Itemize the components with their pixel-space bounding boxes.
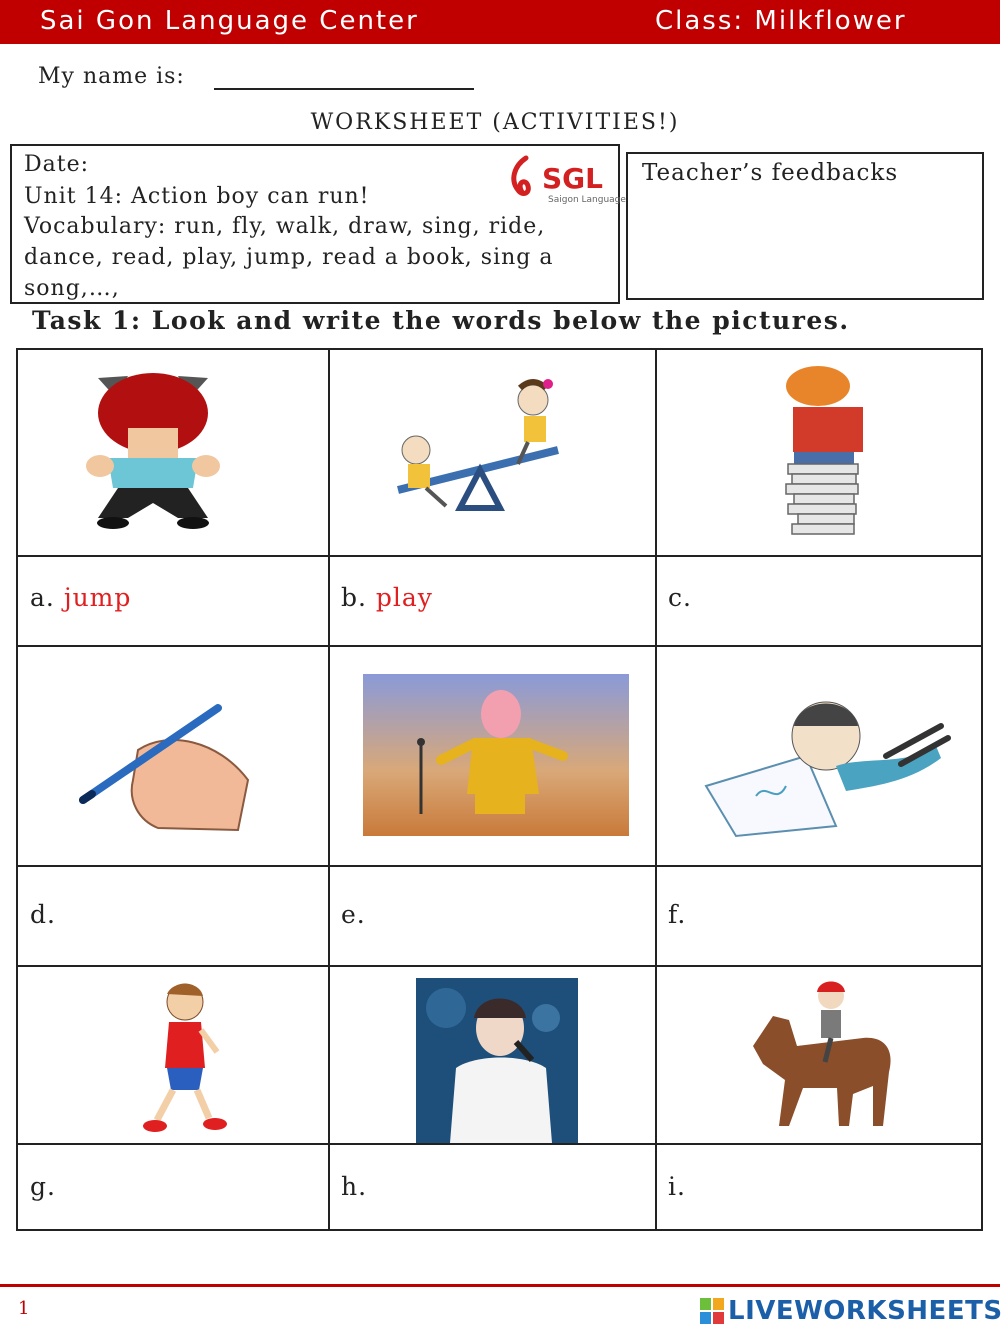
cell-label-c: c. xyxy=(668,583,692,612)
picture-grid xyxy=(16,348,983,1231)
name-label: My name is: xyxy=(38,64,185,89)
worksheet-title: WORKSHEET (ACTIVITIES!) xyxy=(310,110,680,135)
boy-jumping-picture xyxy=(68,368,238,533)
grid-divider xyxy=(18,965,981,967)
cell-label-f: f. xyxy=(668,900,687,929)
cell-label-g: g. xyxy=(30,1172,56,1201)
task-title: Task 1: Look and write the words below the pictures. xyxy=(32,306,850,335)
footer-line xyxy=(0,1284,1000,1287)
boy-drawing-picture xyxy=(686,686,956,846)
grid-divider xyxy=(18,555,981,557)
liveworksheets-icon xyxy=(700,1298,726,1326)
date-label: Date: xyxy=(24,152,90,177)
girl-reading-books-picture xyxy=(758,362,888,547)
girl-riding-horse-picture xyxy=(733,976,903,1134)
unit-title: Unit 14: Action boy can run! xyxy=(24,184,370,209)
grid-divider xyxy=(18,865,981,867)
brand-text: LIVEWORKSHEETS xyxy=(728,1296,1003,1326)
vocabulary-line-2: dance, read, play, jump, read a book, sing a xyxy=(24,245,554,270)
grid-divider xyxy=(18,645,981,647)
name-blank-line[interactable] xyxy=(214,88,474,90)
liveworksheets-logo[interactable] xyxy=(700,1296,1003,1326)
class-label: Class: Milkflower xyxy=(655,6,907,36)
pig-dancing-stage-picture xyxy=(363,674,629,836)
hand-writing-pen-picture xyxy=(78,700,258,840)
cell-label-a: a. jump xyxy=(30,583,132,612)
grid-divider xyxy=(655,350,657,1229)
vocabulary-line-3: song,…, xyxy=(24,276,120,301)
grid-divider xyxy=(18,1143,981,1145)
page-number: 1 xyxy=(18,1298,30,1319)
singer-microphone-photo xyxy=(416,978,578,1143)
info-box xyxy=(10,144,626,304)
header-bar xyxy=(0,0,1000,44)
cell-label-i: i. xyxy=(668,1172,686,1201)
kids-seesaw-picture xyxy=(398,379,558,508)
cell-label-e: e. xyxy=(341,900,366,929)
logo-subtitle: Saigon Language xyxy=(548,195,626,205)
answer-b[interactable]: play xyxy=(375,583,433,612)
feedback-label: Teacher’s feedbacks xyxy=(642,160,899,186)
cell-label-b: b. play xyxy=(341,583,433,612)
center-name: Sai Gon Language Center xyxy=(40,6,419,36)
answer-a[interactable]: jump xyxy=(63,583,132,612)
vocabulary-line-1: Vocabulary: run, fly, walk, draw, sing, ride, xyxy=(24,214,546,239)
teacher-feedback-box[interactable] xyxy=(626,152,984,300)
boy-walking-picture xyxy=(143,980,233,1138)
logo-text: SGL xyxy=(542,162,603,195)
cell-label-h: h. xyxy=(341,1172,368,1201)
sgl-logo xyxy=(508,152,626,208)
cell-label-d: d. xyxy=(30,900,56,929)
grid-divider xyxy=(328,350,330,1229)
